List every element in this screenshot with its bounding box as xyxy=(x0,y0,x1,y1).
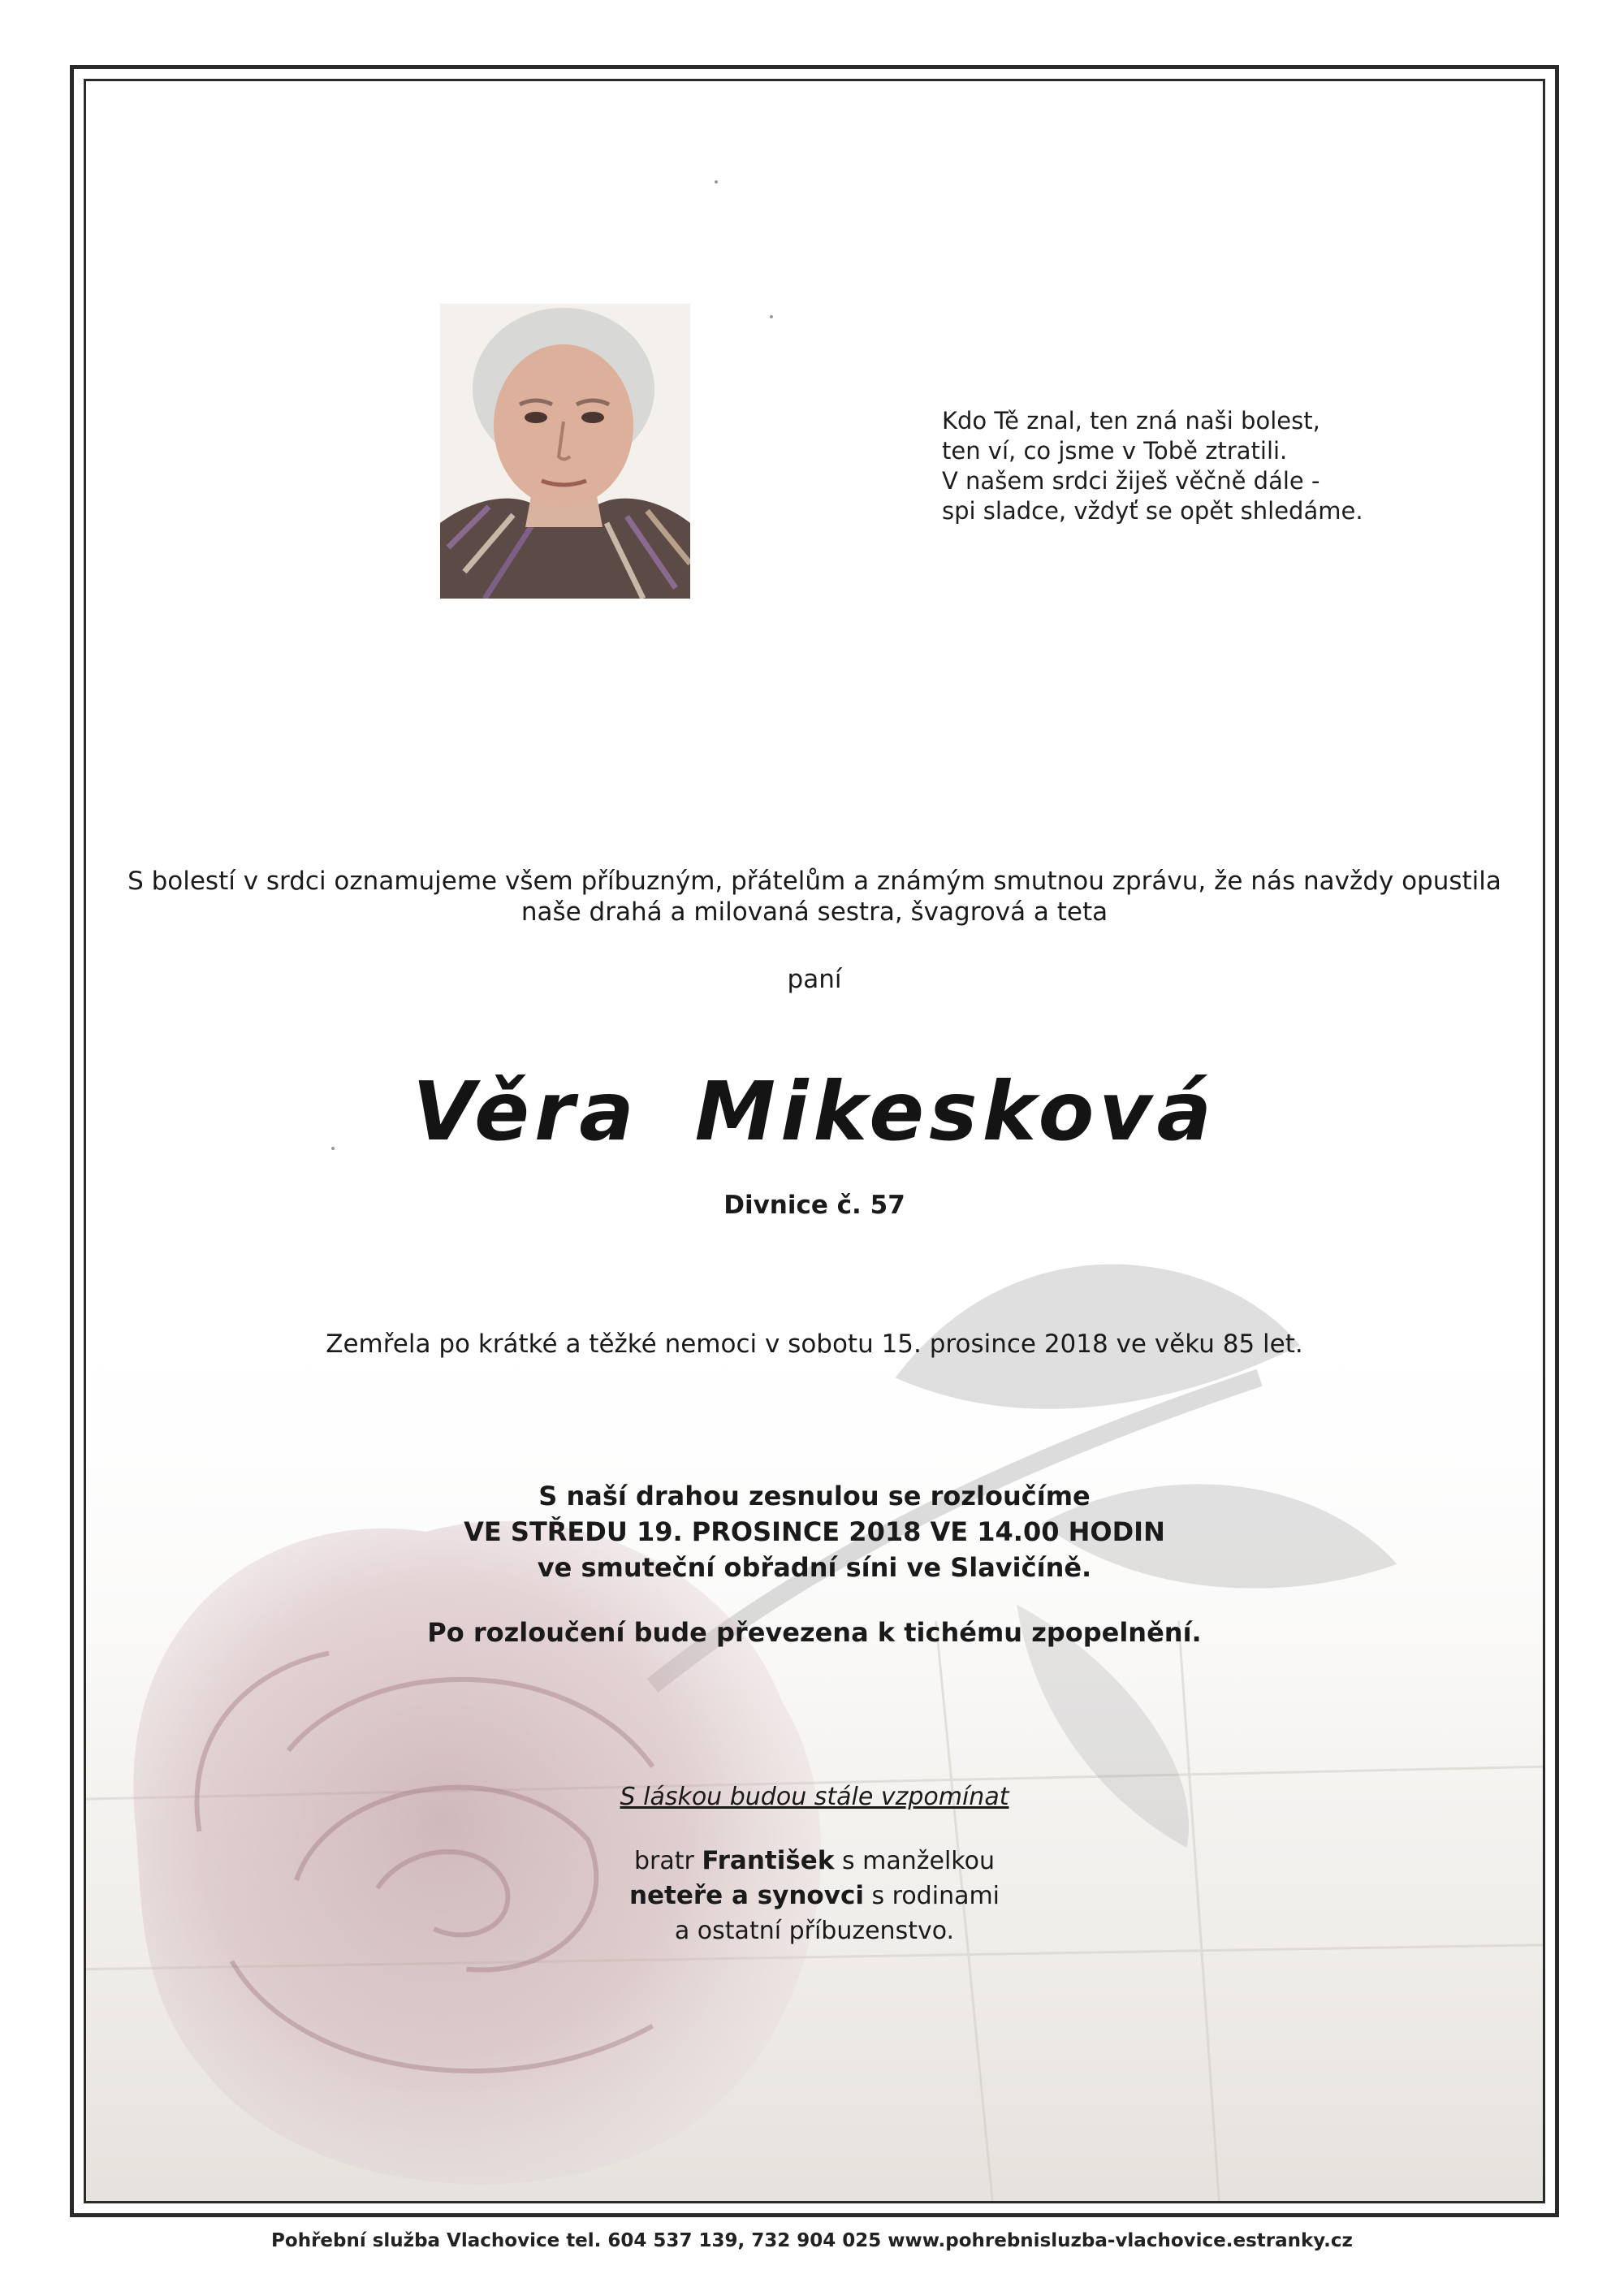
mourner-name: neteře a synovci xyxy=(628,1881,864,1910)
verse-line: ten ví, co jsme v Tobě ztratili. xyxy=(942,437,1288,465)
funeral-service-footer: Pohřební služba Vlachovice tel. 604 537 139, 732 904 025 www.pohrebnisluzba-vlachovice.estranky.cz xyxy=(271,2230,1353,2251)
announcement-line-2: naše drahá a milovaná sestra, švagrová a teta xyxy=(520,897,1108,927)
ceremony-date-time: VE STŘEDU 19. PROSINCE 2018 VE 14.00 HODIN xyxy=(464,1516,1165,1547)
announcement-line-1: S bolestí v srdci oznamujeme všem příbuzným, přátelům a známým smutnou zprávu, že nás navždy opustila xyxy=(127,867,1501,896)
mourner-row: a ostatní příbuzenstvo. xyxy=(674,1917,955,1945)
death-details: Zemřela po krátké a těžké nemoci v sobotu 15. prosince 2018 ve věku 85 let. xyxy=(326,1330,1303,1359)
deceased-address: Divnice č. 57 xyxy=(723,1191,905,1220)
verse-poem xyxy=(942,406,1445,526)
verse-line: spi sladce, vždyť se opět shledáme. xyxy=(942,497,1363,525)
mourner-text: s rodinami xyxy=(863,1882,1000,1910)
ceremony-location: ve smuteční obřadní síni ve Slavičíně. xyxy=(537,1552,1092,1583)
scan-speck xyxy=(331,1147,335,1150)
scan-speck xyxy=(770,315,773,318)
cremation-note: Po rozloučení bude převezena k tichému zpopelnění. xyxy=(427,1617,1202,1648)
ceremony-info xyxy=(84,1478,1545,1585)
verse-line: Kdo Tě znal, ten zná naši bolest, xyxy=(942,407,1320,435)
deceased-name: Věra Mikesková xyxy=(412,1064,1216,1159)
mourners-heading: S láskou budou stále vzpomínat xyxy=(620,1783,1009,1811)
ceremony-line-1: S naší drahou zesnulou se rozloučíme xyxy=(538,1481,1091,1511)
scan-speck xyxy=(715,180,718,184)
mourner-text: s manželkou xyxy=(834,1847,995,1875)
mourner-row xyxy=(84,1879,1545,1913)
verse-line: V našem srdci žiješ věčně dále - xyxy=(942,467,1320,495)
portrait-photo xyxy=(440,304,690,599)
mourner-name: František xyxy=(702,1846,835,1875)
mourner-text: bratr xyxy=(634,1847,702,1875)
mourner-row xyxy=(84,1844,1545,1879)
mourners-list xyxy=(84,1844,1545,1948)
announcement-text xyxy=(84,866,1545,927)
honorific: paní xyxy=(787,965,842,994)
